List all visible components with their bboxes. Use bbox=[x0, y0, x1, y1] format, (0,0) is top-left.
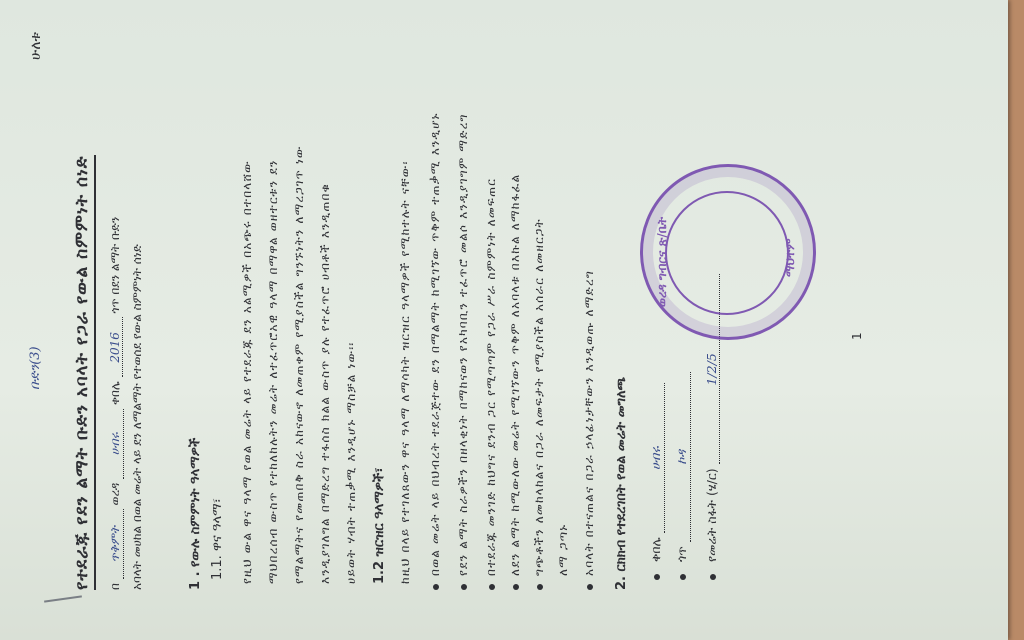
body-line-2: ማህበረሰብ ውስጥ የተከለከሉትን መሬት ለተፈጥሮአዊ ዓላማ በማዋል ወዘተርቱን ደን bbox=[266, 159, 280, 584]
field-kebele-value: ሀብሩ bbox=[648, 383, 665, 533]
bullet-icon bbox=[654, 574, 660, 580]
section-1-2-heading: 1.2 ዝርዝር ዓላማዎች፣ bbox=[372, 467, 387, 584]
section-1-heading: 1 . የውሉ ስምምነት ዓላማዎች bbox=[188, 437, 203, 590]
section-1-2-intro: ከዚህ በላይ የተገለጸውን ዋና ዓላማ ለማሳካት ዝርዝር ዓላማዎች የሚከተሉት ናቸው፡ bbox=[398, 160, 412, 584]
bullet-icon bbox=[489, 584, 495, 590]
intro-suffix: ጎጥ በደን ልማት ቡድን bbox=[108, 216, 122, 314]
document-title: የተደራጁ የደን ልማት ቡድን አባላት የጋራ የውል ስምምነት ሰነድ bbox=[72, 155, 96, 590]
intro-year: 2016 bbox=[108, 317, 123, 377]
stamp-text: ወረዳ ግብርና ጽ/ቤት bbox=[655, 216, 669, 307]
bullet-item: የደን ልማት ስራዎችን በዘላቂነት በማከናወን የአካባቢን ተፈጥሮ መልሶ እንዲያገግም ማድረግ bbox=[456, 113, 471, 590]
bullet-item: በወል መሬት ላይ በህብረት ተደራጅተው ደን በማልማት ከሚገኘው ጥቅም ተጠቃሚ እንዲሆኑ bbox=[428, 112, 443, 590]
body-line-3: የማልማትና የመጠበቅ ስራ አከናውኖ ለመጠቀም የሚያስችል ግንኙነትን ለማረጋገጥ ነው bbox=[292, 145, 306, 584]
section-1-1-heading: 1.1. ዋና ዓላማ፣ bbox=[210, 498, 225, 580]
intro-date: ጥቅምት bbox=[108, 509, 124, 579]
intro-kebele-value: ሀብሩ bbox=[108, 409, 124, 479]
reference-handwritten: ቡድን(3) bbox=[28, 346, 43, 390]
closing-line: ለማ ጋጣኑ bbox=[556, 523, 570, 576]
field-got-value: ኮዳ bbox=[674, 372, 691, 542]
field-kebele: ቀበሌ ሀብሩ bbox=[648, 383, 665, 580]
body-line-5: ሀይወት ሃብት ተጠቃሚ እንዲሆኑ ማስቻል ነው፡፡ bbox=[344, 341, 358, 584]
bullet-item: ለደን ልማት ከሚውለው መሬት የሚገኘውን ጥቅም ለአባላቱ በእኩል ለማከፋፈል bbox=[508, 174, 523, 591]
footer-page-number: 1 bbox=[850, 332, 864, 340]
official-stamp bbox=[640, 164, 816, 340]
intro-prefix: በ bbox=[108, 583, 122, 590]
body-line-4: እንዲያገለግል በማድረግ ተፋሰስ ክልል ውስጥ ያሉ የተፈጥሮ ሀብቶች እንዲጠበቁ bbox=[318, 183, 332, 584]
page-mark: ሁለቱ bbox=[28, 32, 44, 60]
intro-line-2: አባላት መሀከል በወል መሬት ላይ ደን ለማልማት የተወሰደ የውል ስምምነት ሰነድ bbox=[130, 244, 144, 590]
bullet-item: አባላት በተናጠልና በጋራ ኃላፊነታቸውን እንዲወጡ ለማድረግ bbox=[582, 270, 597, 590]
bullet-icon bbox=[513, 584, 519, 590]
stamp-ring bbox=[665, 191, 789, 315]
field-got: ጎጥ ኮዳ bbox=[674, 372, 691, 580]
section-2-heading: 2. ርክክብ የተደረገበት የወል መሬት መግለጫ bbox=[614, 376, 629, 590]
intro-line-1 bbox=[108, 217, 124, 590]
bullet-item: በተደራጁ መንገድ ከህግና ደንብ ጋር የሚጣጣም የጋራ ሥራ ስምምነት ለመፍጠር bbox=[484, 178, 499, 590]
bullet-icon bbox=[710, 574, 716, 580]
field-area-value: 1/2/5 bbox=[704, 274, 720, 464]
body-line-1: የዚህ ውል ዋና ዓላማ የወል መሬት ላይ የተደራጁ ደን አልሚዎች በአጭሩ በተበላሸው bbox=[240, 160, 254, 584]
field-area: የመሬት ስፋት (ሄ/ር) 1/2/5 bbox=[704, 274, 720, 580]
bullet-icon bbox=[433, 584, 439, 590]
bullet-icon bbox=[461, 584, 467, 590]
stamp-text-2: ማህተም bbox=[783, 238, 797, 277]
intro-kebele-label: ቀበሌ bbox=[108, 381, 122, 406]
bullet-icon bbox=[537, 584, 543, 590]
bullet-icon bbox=[680, 574, 686, 580]
intro-wereda-label: ወረዳ bbox=[108, 482, 122, 506]
bullet-icon bbox=[587, 584, 593, 590]
bullet-item: ግጭቶችን ለመከላከልና በጋራ ለመፍታት የሚያስችል አሰራር ለመዘርጋት bbox=[532, 218, 547, 590]
